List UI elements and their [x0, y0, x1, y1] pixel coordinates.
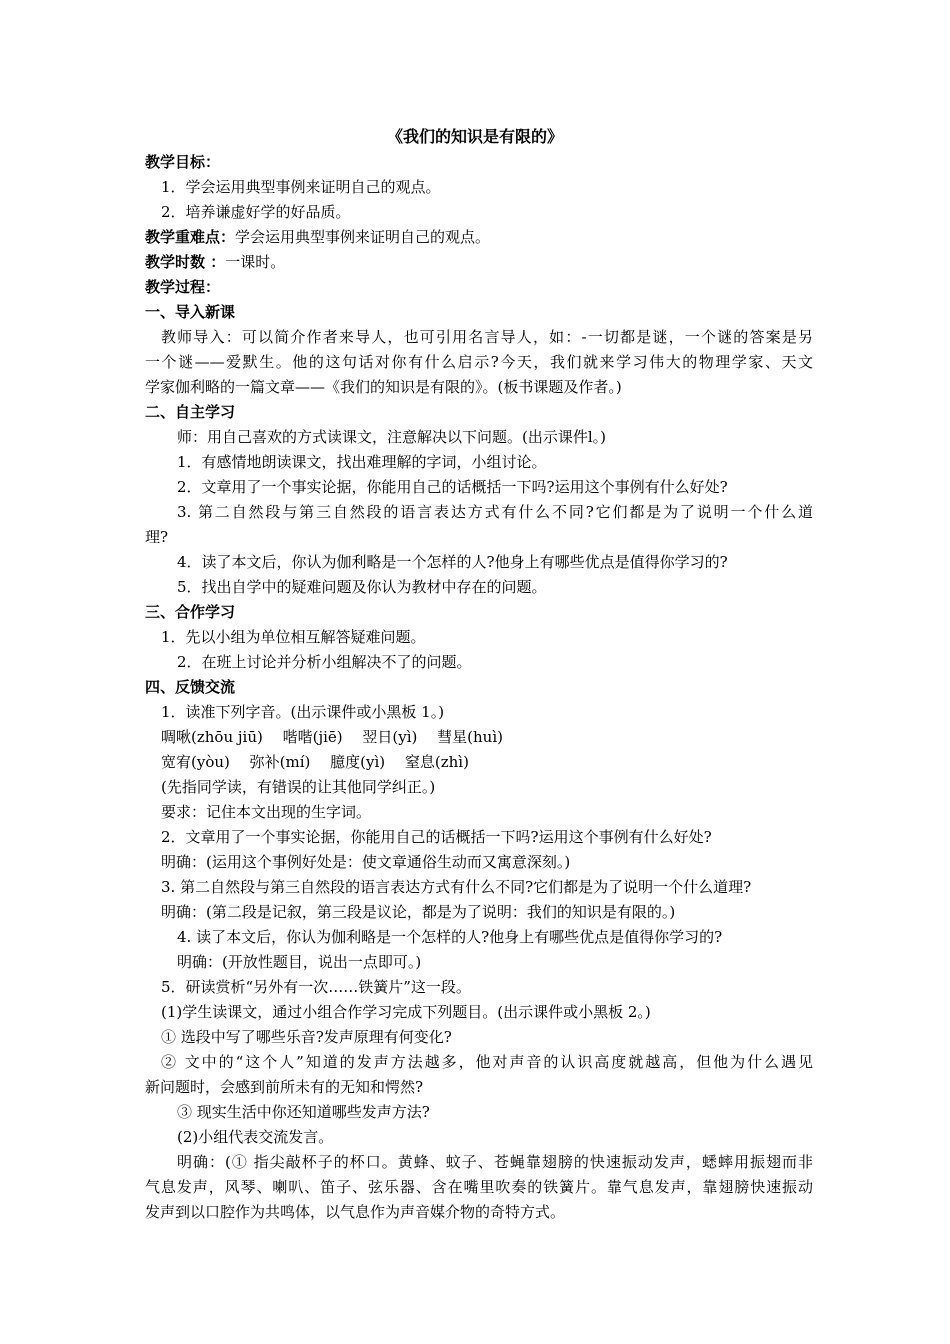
line-text: 气息发声，风琴、喇叭、笛子、弦乐器、含在嘴里吹奏的铁簧片。靠气息发声，靠翅膀快速振动	[145, 1178, 813, 1196]
text-line	[145, 402, 813, 422]
line-text: ① 选段中写了哪些乐音?发声原理有何变化?	[161, 1028, 452, 1046]
text-line	[177, 502, 813, 522]
text-line	[161, 327, 813, 347]
line-text: 2．培养谦虚好学的好品质。	[161, 203, 351, 221]
line-text: (先指同学读，有错误的让其他同学纠正。)	[161, 778, 436, 796]
text-line	[177, 1152, 813, 1172]
line-text: (2)小组代表交流发言。	[177, 1128, 334, 1146]
line-text: 宽宥(yòu) 弥补(mí) 臆度(yì) 窒息(zhì)	[161, 753, 469, 771]
line-text: 要求：记住本文出现的生字词。	[161, 803, 372, 821]
text-line	[145, 1177, 813, 1197]
section-heading: 教学目标：	[145, 153, 221, 171]
text-line	[161, 977, 813, 997]
text-line	[177, 652, 813, 672]
text-line	[177, 1127, 813, 1147]
section-heading: 三、合作学习	[145, 603, 236, 621]
text-line	[145, 527, 813, 547]
text-line	[161, 802, 813, 822]
text-line	[145, 252, 813, 272]
line-text: 明确：(开放性题目，说出一点即可。)	[177, 953, 422, 971]
text-line	[161, 1027, 813, 1047]
line-text: 1．有感情地朗读课文，找出难理解的字词，小组讨论。	[177, 453, 547, 471]
text-line	[177, 1102, 813, 1122]
line-text: 5．找出自学中的疑难问题及你认为教材中存在的问题。	[177, 578, 547, 596]
line-text: 一个谜——爱默生。他的这句话对你有什么启示?今天，我们就来学习伟大的物理学家、天文	[145, 353, 813, 371]
text-line	[145, 277, 813, 297]
text-line	[161, 852, 813, 872]
text-line	[177, 577, 813, 597]
line-text: 4. 读了本文后，你认为伽利略是一个怎样的人?他身上有哪些优点是值得你学习的?	[177, 928, 723, 946]
line-text: 啁啾(zhōu jiū) 喈喈(jiē) 翌日(yì) 彗星(huì)	[161, 728, 503, 746]
line-text: 2．在班上讨论并分析小组解决不了的问题。	[177, 653, 472, 671]
line-text: 1．学会运用典型事例来证明自己的观点。	[161, 178, 441, 196]
text-line	[145, 377, 813, 397]
text-line	[161, 627, 813, 647]
field-label: 教学时数 ：	[145, 253, 226, 271]
text-line	[177, 427, 813, 447]
text-line	[177, 552, 813, 572]
section-heading: 二、自主学习	[145, 403, 236, 421]
text-line	[161, 702, 813, 722]
line-text: ② 文中的“这个人”知道的发声方法越多，他对声音的认识高度就越高，但他为什么遇见	[161, 1053, 813, 1071]
line-text: 学家伽利略的一篇文章——《我们的知识是有限的》。(板书课题及作者。)	[145, 378, 622, 396]
line-text: 新问题时，会感到前所未有的无知和愕然?	[145, 1078, 424, 1096]
line-text: 3. 第二自然段与第三自然段的语言表达方式有什么不同?它们都是为了说明一个什么道	[177, 503, 813, 521]
text-line	[161, 777, 813, 797]
line-text: 理?	[145, 528, 169, 546]
text-line	[145, 302, 813, 322]
line-text: 一课时。	[225, 253, 286, 271]
line-text: 发声到以口腔作为共鸣体，以气息作为声音媒介物的奇特方式。	[145, 1203, 566, 1221]
line-text: 明确：(运用这个事例好处是：使文章通俗生动而又寓意深刻。)	[161, 853, 571, 871]
line-text: 学会运用典型事例来证明自己的观点。	[235, 228, 491, 246]
line-text: 明确：(第二段是记叙，第三段是议论，都是为了说明：我们的知识是有限的。)	[161, 903, 676, 921]
field-label: 教学重难点：	[145, 228, 236, 246]
text-line	[161, 1002, 813, 1022]
text-line	[161, 1052, 813, 1072]
text-line	[145, 152, 813, 172]
text-line	[145, 1202, 813, 1222]
text-line	[145, 1077, 813, 1097]
line-text: 2．文章用了一个事实论据，你能用自己的话概括一下吗?运用这个事例有什么好处?	[161, 828, 712, 846]
line-text: 2．文章用了一个事实论据，你能用自己的话概括一下吗?运用这个事例有什么好处?	[177, 478, 728, 496]
line-text: 1．读准下列字音。(出示课件或小黑板 1。)	[161, 703, 445, 721]
text-line	[145, 352, 813, 372]
line-text: 3. 第二自然段与第三自然段的语言表达方式有什么不同?它们都是为了说明一个什么道理?	[161, 878, 752, 896]
line-text: 4．读了本文后，你认为伽利略是一个怎样的人?他身上有哪些优点是值得你学习的?	[177, 553, 728, 571]
text-line	[145, 677, 813, 697]
text-line	[161, 877, 813, 897]
section-heading: 一、导入新课	[145, 303, 236, 321]
line-text: (1)学生读课文，通过小组合作学习完成下列题目。(出示课件或小黑板 2。)	[161, 1003, 651, 1021]
text-line	[161, 202, 813, 222]
text-line	[161, 902, 813, 922]
text-line	[145, 227, 813, 247]
text-line	[177, 452, 813, 472]
text-line	[177, 952, 813, 972]
line-text: 师：用自己喜欢的方式读课文，注意解决以下问题。(出示课件l。)	[177, 428, 607, 446]
text-line	[177, 477, 813, 497]
text-line	[145, 602, 813, 622]
section-heading: 四、反馈交流	[145, 678, 236, 696]
line-text: 明确：(① 指尖敲杯子的杯口。黄蜂、蚊子、苍蝇靠翅膀的快速振动发声，蟋蟀用振翅而非	[177, 1153, 813, 1171]
text-line	[161, 727, 813, 747]
line-text: 教师导入：可以简介作者来导人，也可引用名言导人，如：-一切都是谜，一个谜的答案是另	[161, 328, 813, 346]
line-text: ③ 现实生活中你还知道哪些发声方法?	[177, 1103, 430, 1121]
document-title: 《我们的知识是有限的》	[386, 127, 563, 146]
line-text: 5．研读赏析“另外有一次……铁簧片”这一段。	[161, 978, 471, 996]
line-text: 1．先以小组为单位相互解答疑难问题。	[161, 628, 426, 646]
text-line	[161, 752, 813, 772]
section-heading: 教学过程：	[145, 278, 221, 296]
text-line	[161, 177, 813, 197]
text-line	[161, 827, 813, 847]
text-line	[177, 927, 813, 947]
